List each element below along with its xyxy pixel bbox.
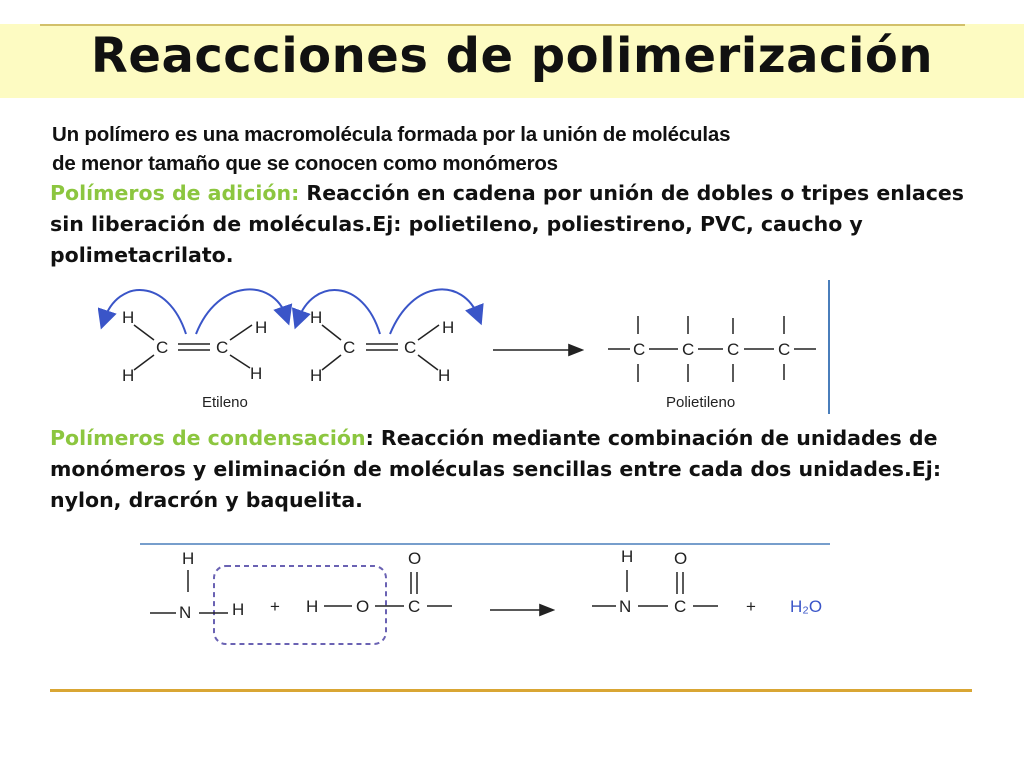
ethylene-label: Etileno bbox=[202, 394, 248, 411]
electron-arrow-4 bbox=[390, 289, 478, 334]
atom-h: H bbox=[122, 366, 135, 385]
atom-h: H bbox=[122, 308, 135, 327]
intro-line-1: Un polímero es una macromolécula formada por la unión de moléculas bbox=[52, 123, 731, 146]
title-rule bbox=[40, 24, 965, 26]
water-product: H₂O bbox=[790, 597, 823, 616]
atom-h: H bbox=[442, 318, 455, 337]
atom-c: C bbox=[727, 340, 740, 359]
plus-sign: + bbox=[746, 597, 756, 616]
ethylene-molecule-2 bbox=[310, 308, 454, 385]
atom-c: C bbox=[778, 340, 791, 359]
addition-text: Reacción en cadena por unión de dobles o tripes enlaces sin liberación de moléculas.Ej: polietileno, poliestireno, PVC, caucho y polimetacrilato. bbox=[50, 181, 964, 267]
ethylene-molecule-1 bbox=[122, 308, 267, 385]
atom-h: H bbox=[621, 547, 634, 566]
atom-n: N bbox=[179, 603, 192, 622]
atom-h: H bbox=[438, 366, 451, 385]
slide-title: Reaccciones de polimerización bbox=[90, 28, 934, 84]
atom-c: C bbox=[156, 338, 169, 357]
electron-arrow-1 bbox=[104, 290, 186, 334]
addition-label: Polímeros de adición: bbox=[50, 181, 300, 205]
electron-arrow-2 bbox=[196, 289, 286, 334]
condensation-label: Polímeros de condensación bbox=[50, 426, 366, 450]
atom-h: H bbox=[310, 308, 323, 327]
condensation-diagram bbox=[140, 542, 830, 657]
atom-c: C bbox=[216, 338, 229, 357]
atom-h: H bbox=[232, 600, 245, 619]
ethylene-polymerization-figure bbox=[98, 278, 832, 416]
atom-c: C bbox=[404, 338, 417, 357]
atom-c: C bbox=[682, 340, 695, 359]
bottom-rule bbox=[50, 689, 972, 692]
atom-n: N bbox=[619, 597, 632, 616]
atom-o: O bbox=[674, 549, 688, 568]
addition-paragraph bbox=[50, 178, 990, 271]
atom-c: C bbox=[674, 597, 687, 616]
atom-c: C bbox=[408, 597, 421, 616]
atom-h: H bbox=[255, 318, 268, 337]
polyethylene-chain bbox=[608, 316, 816, 382]
atom-o: O bbox=[356, 597, 370, 616]
plus-sign: + bbox=[270, 597, 280, 616]
condensation-paragraph bbox=[50, 423, 990, 516]
intro-line-2: de menor tamaño que se conocen como monómeros bbox=[52, 152, 558, 175]
atom-h: H bbox=[306, 597, 319, 616]
atom-h: H bbox=[310, 366, 323, 385]
atom-h: H bbox=[250, 364, 263, 383]
condensation-text: : Reacción mediante combinación de unidades de monómeros y eliminación de moléculas sencillas entre cada dos unidades.Ej: nylon, dracrón y baquelita. bbox=[50, 426, 942, 512]
ethylene-diagram bbox=[98, 278, 832, 416]
atom-o: O bbox=[408, 549, 422, 568]
atom-c: C bbox=[633, 340, 646, 359]
atom-h: H bbox=[182, 549, 195, 568]
condensation-figure bbox=[140, 542, 830, 657]
polyethylene-label: Polietileno bbox=[666, 394, 736, 411]
intro-text bbox=[52, 120, 972, 178]
atom-c: C bbox=[343, 338, 356, 357]
